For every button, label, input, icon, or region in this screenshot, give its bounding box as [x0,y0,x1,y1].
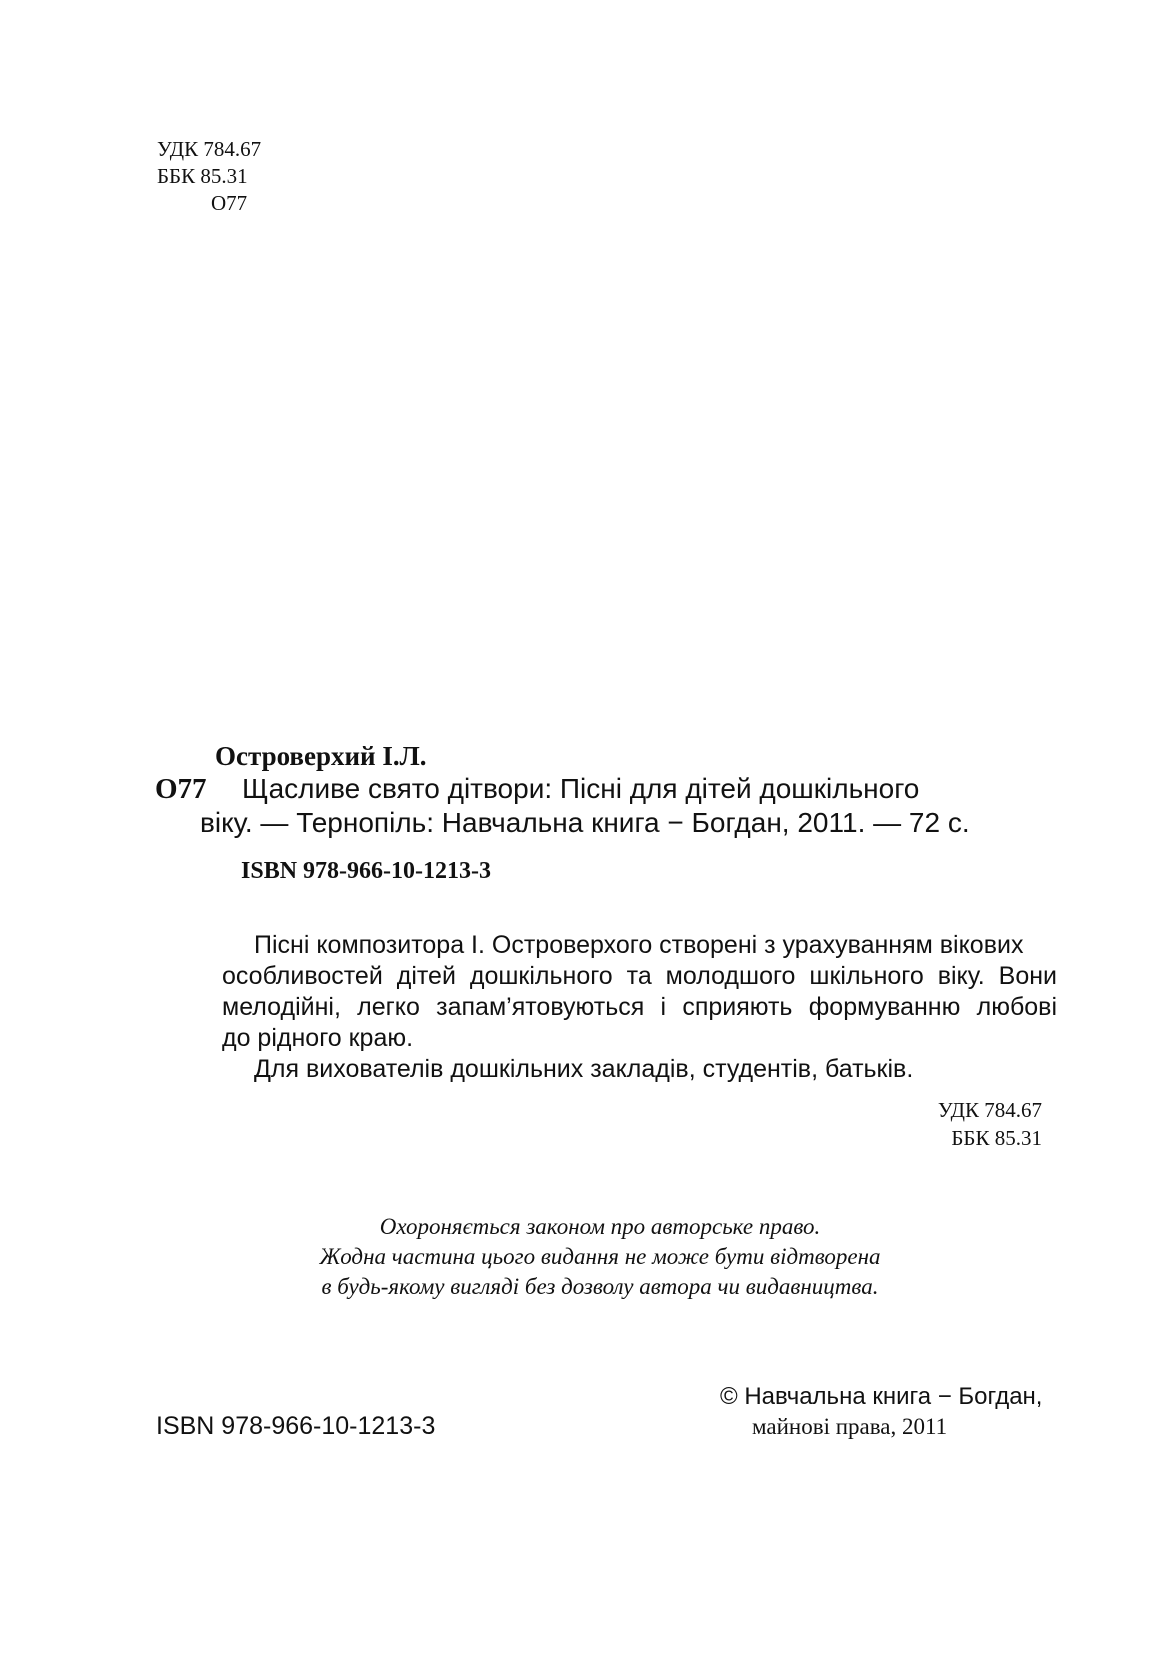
author-name: Островерхий І.Л. [215,741,427,771]
copyright-notice-line-2: Жодна частина цього видання не може бути відтворена [319,1244,881,1269]
annotation-line-3: мелодійні, легко запам’ятовуються і сприяють формуванню любові [222,993,1057,1021]
isbn-footer: ISBN 978-966-10-1213-3 [156,1412,436,1440]
annotation-line-1: Пісні композитора І. Островерхого створені з урахуванням вікових [254,931,1024,959]
title-line-1: Щасливе свято дітвори: Пісні для дітей дошкільного [242,773,920,804]
udk-bottom: УДК 784.67 [937,1098,1042,1122]
author-code-top: О77 [211,191,248,215]
udk-top: УДК 784.67 [157,137,262,161]
author-code: О77 [155,773,207,805]
title-line-2: віку. — Тернопіль: Навчальна книга − Богдан, 2011. — 72 с. [200,807,970,838]
bbk-bottom: ББК 85.31 [951,1126,1042,1150]
annotation-line-4: до рідного краю. [222,1024,414,1052]
annotation-audience: Для вихователів дошкільних закладів, студентів, батьків. [254,1055,914,1083]
copyright-line-2: майнові права, 2011 [752,1414,948,1439]
copyright-notice-line-1: Охороняється законом про авторське право. [379,1214,821,1239]
copyright-line-1: © Навчальна книга − Богдан, [720,1383,1043,1410]
copyright-notice-line-3: в будь-якому вигляді без дозволу автора чи видавництва. [321,1274,879,1299]
bbk-top: ББК 85.31 [157,164,248,188]
isbn-entry: ISBN 978-966-10-1213-3 [241,858,491,884]
annotation-line-2: особливостей дітей дошкільного та молодшого шкільного віку. Вони [222,962,1057,990]
